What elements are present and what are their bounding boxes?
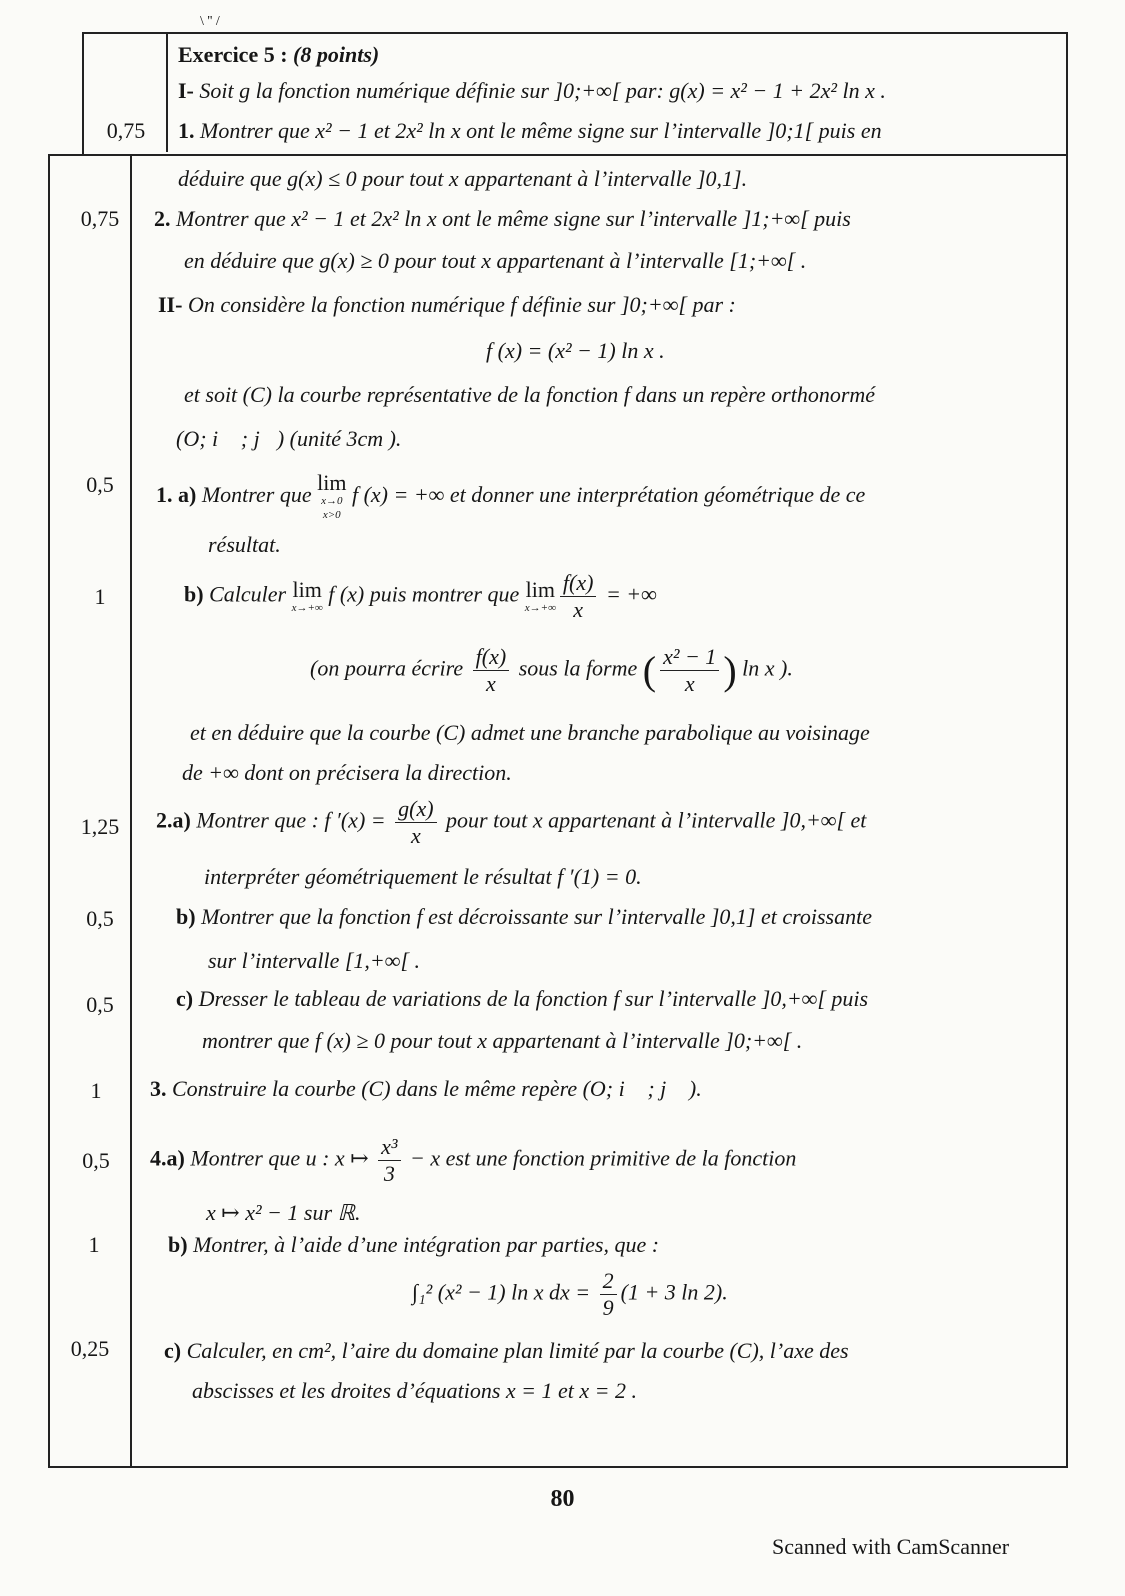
q3-line: 3. Construire la courbe (C) dans le même repère (O; i⃗ ; j⃗ ). — [150, 1076, 702, 1101]
q4b-formula: ∫₁² (x² − 1) ln x dx = $\frac{2}{9}$ (1 + 3 ln 2). — [412, 1268, 728, 1320]
q1b-line1: b) Calculer lim x→+∞ f (x) puis montrer que lim x→+∞ $\frac{f(x)}{x}$ = +∞ — [184, 570, 657, 622]
q2b-line1: b) Montrer que la fonction f est décroissante sur l’intervalle ]0,1] et croissante — [176, 904, 872, 929]
q1b-line4: de +∞ dont on précisera la direction. — [182, 760, 512, 785]
part1-q1-line1: 1. Montrer que x² − 1 et 2x² ln x ont le même signe sur l’intervalle ]0;1[ puis en — [178, 118, 882, 143]
q4c-line1: c) Calculer, en cm², l’aire du domaine plan limité par la courbe (C), l’axe des — [164, 1338, 849, 1363]
q2c-line1: c) Dresser le tableau de variations de la fonction f sur l’intervalle ]0,+∞[ puis — [176, 986, 869, 1011]
q1a-line1: 1. a) Montrer que lim x→0 x>0 f (x) = +∞ et donner une interprétation géométrique de ce — [156, 470, 866, 521]
q2c-line2: montrer que f (x) ≥ 0 pour tout x appartenant à l’intervalle ]0;+∞[ . — [202, 1028, 803, 1053]
part1-q2-line2: en déduire que g(x) ≥ 0 pour tout x appartenant à l’intervalle [1;+∞[ . — [184, 248, 807, 273]
points-q2c: 0,5 — [86, 992, 114, 1017]
q2a-line1: 2.a) Montrer que : f ′(x) = $\frac{g(x)}{x}$ pour tout x appartenant à l’intervalle ]0,+∞[ et — [156, 796, 867, 848]
q2a-line2: interpréter géométriquement le résultat f ′(1) = 0. — [204, 864, 642, 889]
q1b-line3: et en déduire que la courbe (C) admet une branche parabolique au voisinage — [190, 720, 870, 745]
part1-intro: I- Soit g la fonction numérique définie sur ]0;+∞[ par: g(x) = x² − 1 + 2x² ln x . — [178, 78, 886, 103]
points-q3: 1 — [90, 1078, 102, 1103]
q4a-line1: 4.a) Montrer que u : x ↦ $\frac{\text{x³}}{3}$ − x est une fonction primitive de la fonction — [150, 1134, 797, 1186]
column-divider — [130, 154, 132, 1466]
points-q2: 0,75 — [80, 206, 120, 231]
page-number: 80 — [550, 1486, 575, 1512]
curve-line2: (O; i⃗ ; j⃗) (unité 3cm ). — [176, 426, 402, 451]
points-q1: 0,75 — [106, 118, 146, 143]
scanner-footer: Scanned with CamScanner — [772, 1534, 1010, 1559]
points-q4b: 1 — [88, 1232, 100, 1257]
part2-intro: II- On considère la fonction numérique f définie sur ]0;+∞[ par : — [158, 292, 736, 317]
header-mark: \ '' / — [200, 14, 220, 29]
part1-q1-line2: déduire que g(x) ≤ 0 pour tout x appartenant à l’intervalle ]0,1]. — [178, 166, 748, 191]
curve-line1: et soit (C) la courbe représentative de la fonction f dans un repère orthonormé — [184, 382, 876, 407]
q4b-line1: b) Montrer, à l’aide d’une intégration par parties, que : — [168, 1232, 660, 1257]
q4a-line2: x ↦ x² − 1 sur ℝ. — [206, 1200, 361, 1225]
q1b-hint: (on pourra écrire $\frac{f(x)}{x}$ sous la forme ( $\frac{\text{x² − 1}}{x}$ ) ln x ). — [310, 644, 793, 696]
points-q2b: 0,5 — [86, 906, 114, 931]
column-divider-top — [166, 32, 168, 152]
part1-q2-line1: 2. Montrer que x² − 1 et 2x² ln x ont le même signe sur l’intervalle ]1;+∞[ puis — [154, 206, 851, 231]
q2b-line2: sur l’intervalle [1,+∞[ . — [208, 948, 421, 973]
q1a-line2: résultat. — [208, 532, 281, 557]
points-q1a: 0,5 — [86, 472, 114, 497]
points-q1b: 1 — [94, 584, 106, 609]
points-q4c: 0,25 — [70, 1336, 110, 1361]
f-definition: f (x) = (x² − 1) ln x . — [486, 338, 665, 363]
points-q2a: 1,25 — [80, 814, 120, 839]
points-q4a: 0,5 — [82, 1148, 110, 1173]
exercise-title: Exercice 5 : (8 points) — [178, 42, 380, 67]
q4c-line2: abscisses et les droites d’équations x = 1 et x = 2 . — [192, 1378, 637, 1403]
